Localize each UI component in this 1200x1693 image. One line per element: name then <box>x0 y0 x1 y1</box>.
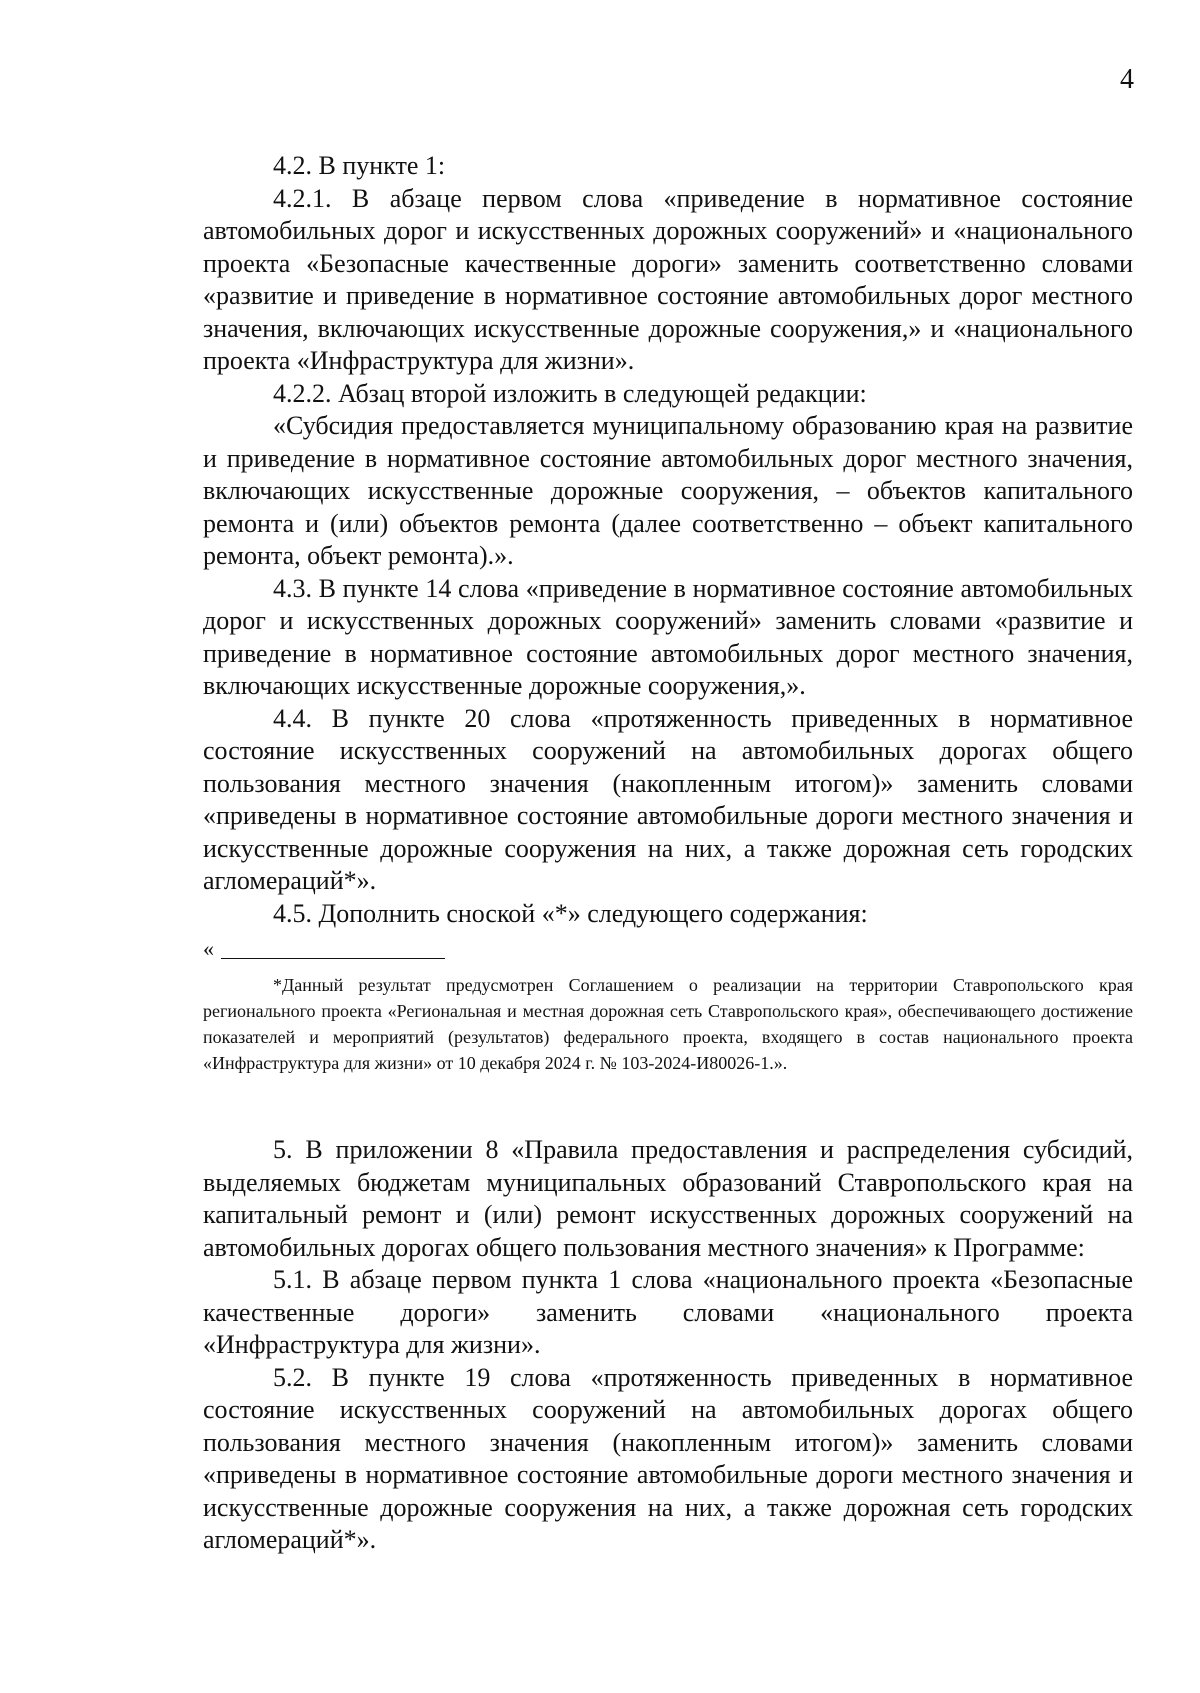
paragraph-subsidy-text: «Субсидия предоставляется муниципальному образованию края на развитие и приведение в нормативное состояние автомобильных дорог местного значения, включающих искусственные дорожные сооружения, – объектов капитального ремонта и (или) объектов ремонта (далее соответственно – объект капитального ремонта, объект ремонта).». <box>203 411 1133 570</box>
paragraph-5: 5. В приложении 8 «Правила предоставления и распределения субсидий, выделяемых бюджетам муниципальных образований Ставропольского края на капитальный ремонт и (или) ремонт искусственных дорожных сооружений на автомобильных дорогах общего пользования местного значения» к Программе: <box>203 1135 1133 1262</box>
paragraph-4-3: 4.3. В пункте 14 слова «приведение в нормативное состояние автомобильных дорог и искусственных дорожных сооружений» заменить словами «развитие и приведение в нормативное состояние автомобильных дорог местного значения, включающих искусственные дорожные сооружения,». <box>203 573 1133 700</box>
paragraph-4-2-2: 4.2.2. Абзац второй изложить в следующей редакции: <box>273 378 867 408</box>
footnote-open-quote: « <box>203 936 214 961</box>
paragraph-5-2: 5.2. В пункте 19 слова «протяженность приведенных в нормативное состояние искусственных сооружений на автомобильных дорогах общего пользования местного значения (накопленным итогом)» заменить словами «приведены в нормативное состояние автомобильные дороги местного значения и искусственные дорожные сооружения на них, а также дорожная сеть городских агломераций*». <box>203 1362 1133 1554</box>
document-body <box>203 150 1133 1557</box>
section-gap <box>203 1076 1133 1134</box>
page-number: 4 <box>1120 64 1134 95</box>
paragraph-4-2-1: 4.2.1. В абзаце первом слова «приведение в нормативное состояние автомобильных дорог и искусственных дорожных сооружений» и «национального проекта «Безопасные качественные дороги» заменить соответственно словами «развитие и приведение в нормативное состояние автомобильных дорог местного значения, включающих искусственные дорожные сооружения,» и «национального проекта «Инфраструктура для жизни». <box>203 183 1133 375</box>
footnote-separator <box>203 938 1133 960</box>
paragraph-4-2: 4.2. В пункте 1: <box>273 151 446 180</box>
paragraph-4-5: 4.5. Дополнить сноской «*» следующего содержания: <box>273 898 868 928</box>
footnote-text: *Данный результат предусмотрен Соглашением о реализации на территории Ставропольского края регионального проекта «Региональная и местная дорожная сеть Ставропольского края», обеспечивающего достижение показателей и мероприятий (результатов) федерального проекта, входящего в состав национального проекта «Инфраструктура для жизни» от 10 декабря 2024 г. № 103-2024-И80026-1.». <box>203 975 1133 1073</box>
paragraph-5-1: 5.1. В абзаце первом пункта 1 слова «национального проекта «Безопасные качественные дороги» заменить словами «национального проекта «Инфраструктура для жизни». <box>203 1265 1133 1359</box>
footnote-rule <box>221 958 445 959</box>
paragraph-4-4: 4.4. В пункте 20 слова «протяженность приведенных в нормативное состояние искусственных сооружений на автомобильных дорогах общего пользования местного значения (накопленным итогом)» заменить словами «приведены в нормативное состояние автомобильные дороги местного значения и искусственные дорожные сооружения на них, а также дорожная сеть городских агломераций*». <box>203 703 1133 895</box>
